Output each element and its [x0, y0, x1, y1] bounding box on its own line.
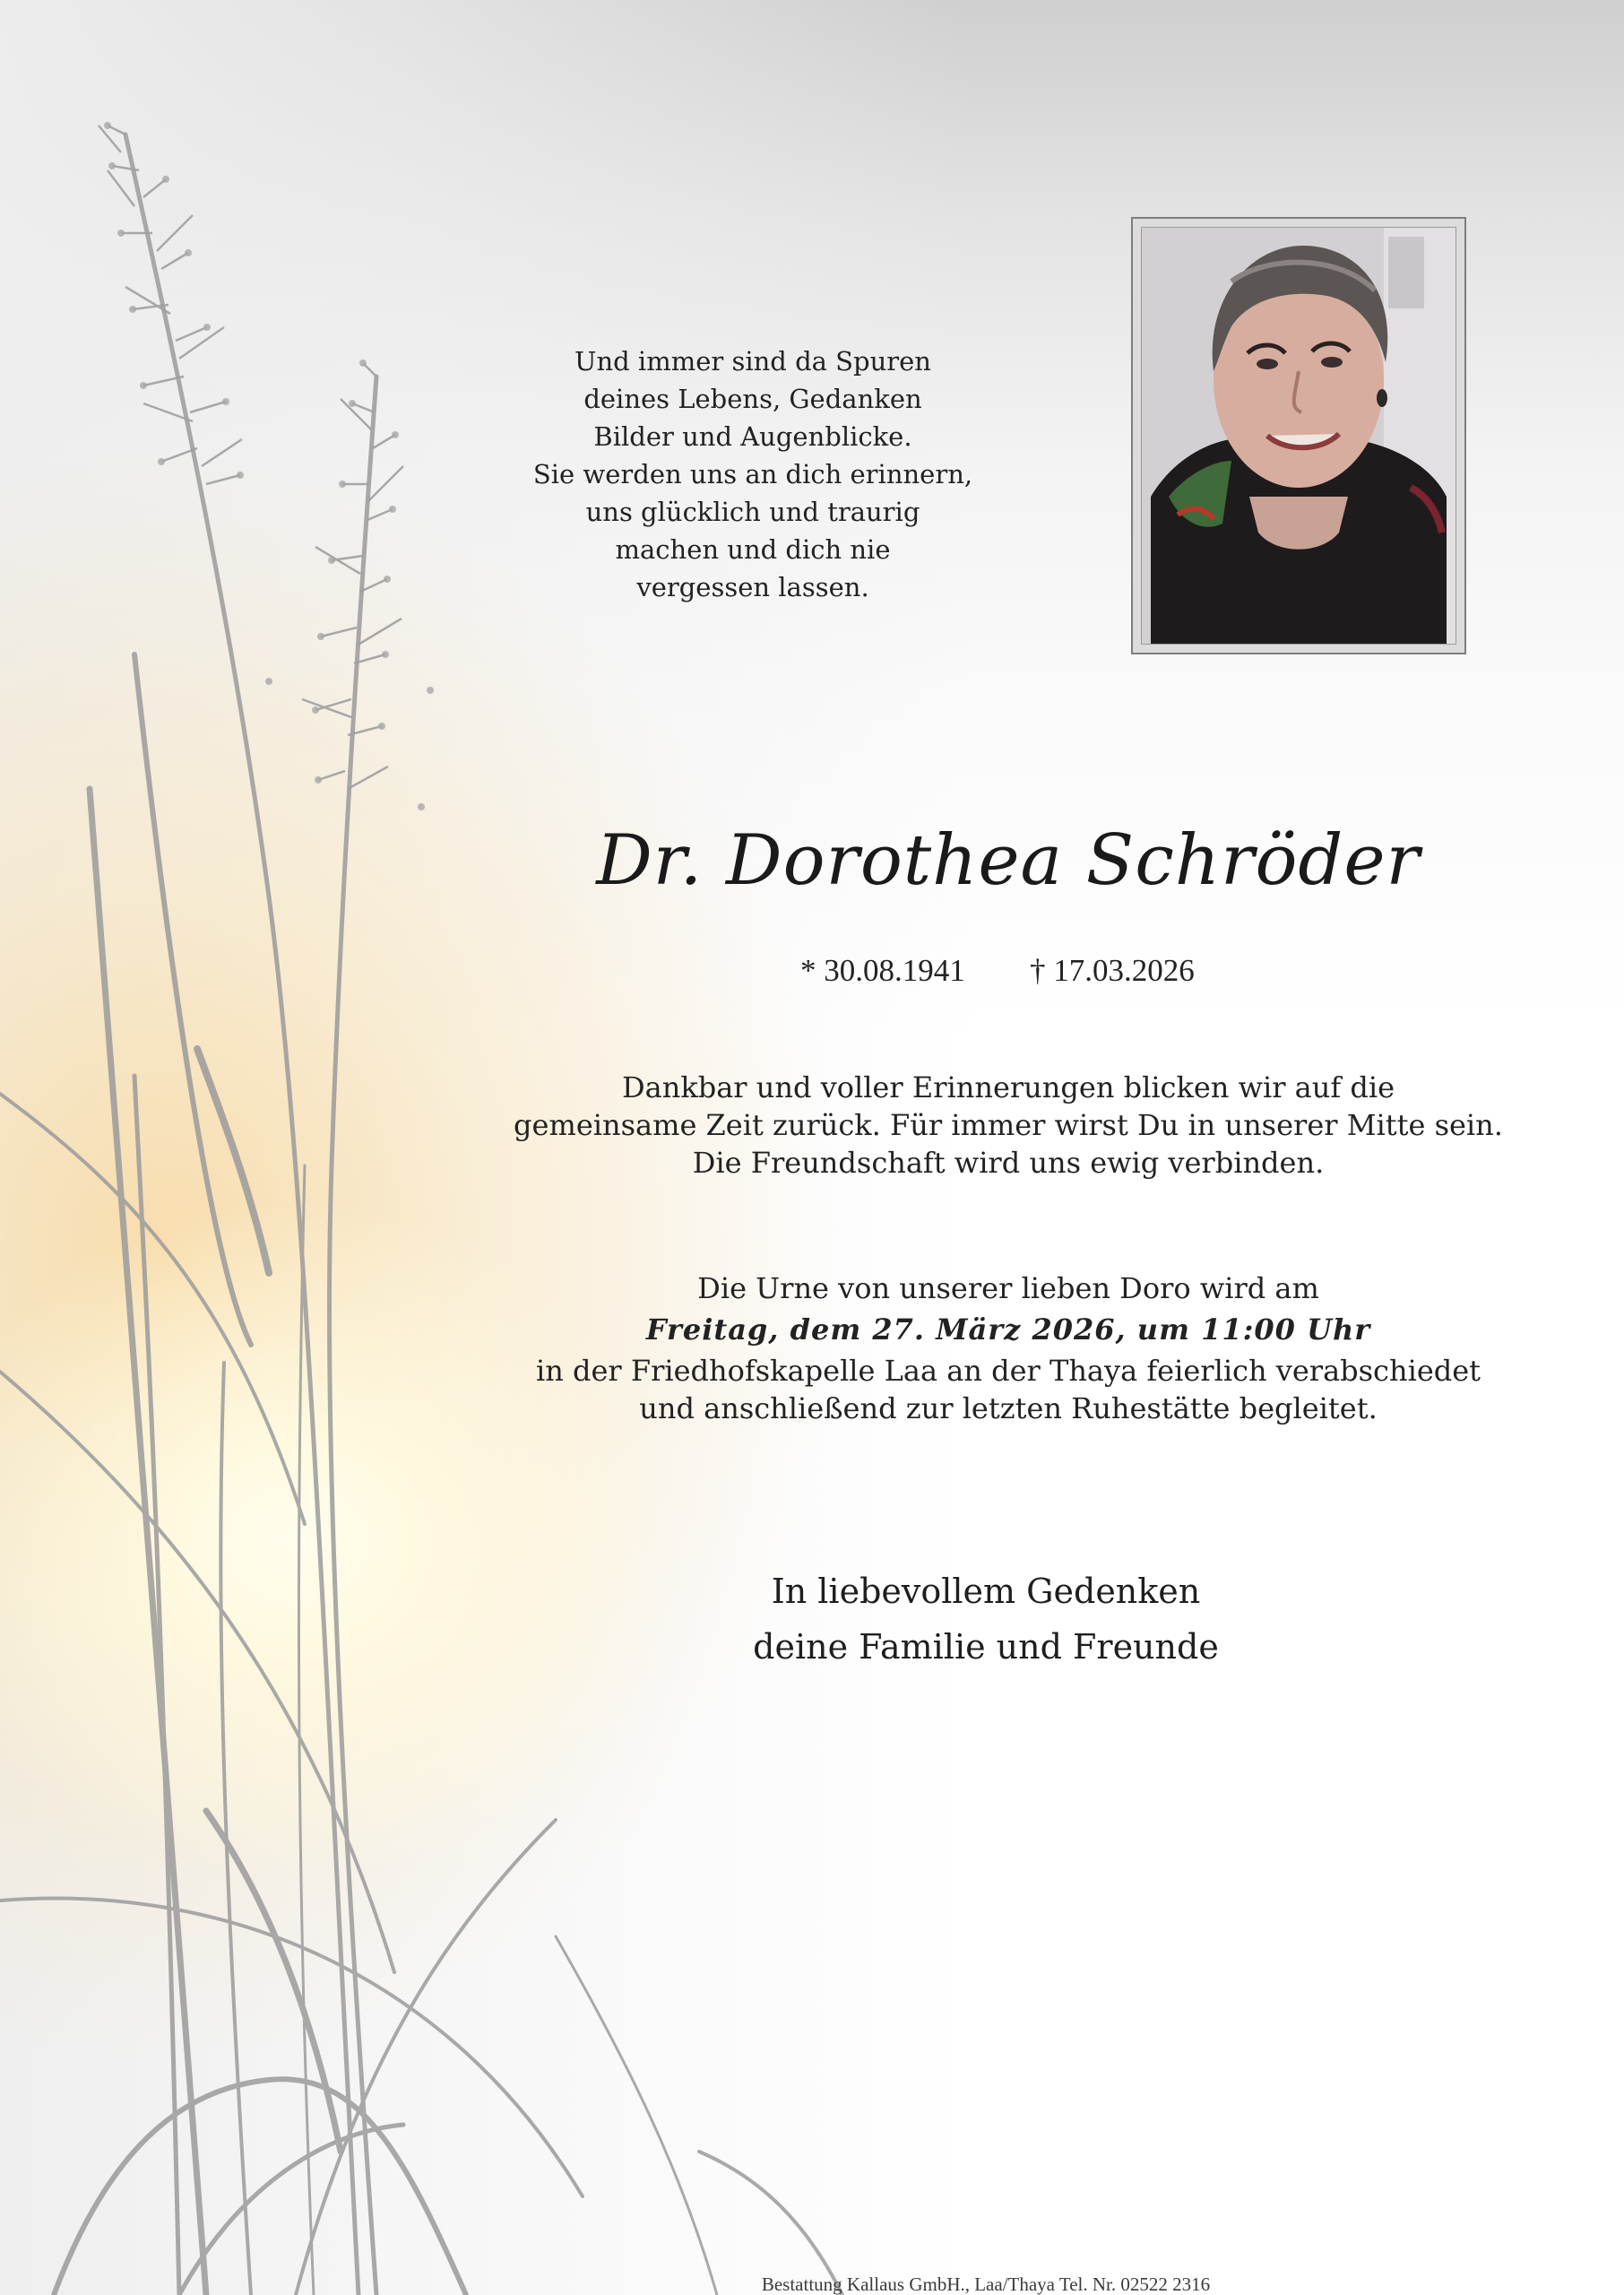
message-line: Die Freundschaft wird uns ewig verbinden.: [692, 1146, 1325, 1180]
birth-date: * 30.08.1941: [800, 953, 965, 988]
ceremony-location: in der Friedhofskapelle Laa an der Thaya feierlich verabschiedet: [535, 1354, 1481, 1388]
closing-signature: [538, 1563, 1434, 1675]
message-line: gemeinsame Zeit zurück. Für immer wirst Du in unserer Mitte sein.: [514, 1108, 1503, 1142]
ceremony-datetime: Freitag, dem 27. März 2026, um 11:00 Uhr: [645, 1312, 1371, 1347]
quote-line: machen und dich nie: [615, 534, 891, 565]
gratitude-message: [484, 1069, 1533, 1182]
ceremony-intro: Die Urne von unserer lieben Doro wird am: [697, 1271, 1319, 1305]
quote-line: Und immer sind da Spuren: [574, 346, 931, 377]
funeral-home-footer: Bestattung Kallaus GmbH., Laa/Thaya Tel. Nr. 02522 2316: [761, 2273, 1211, 2295]
quote-line: Bilder und Augenblicke.: [593, 421, 912, 452]
memorial-quote: [520, 342, 986, 606]
closing-line-1: In liebevollem Gedenken: [771, 1572, 1201, 1611]
deceased-name: Dr. Dorothea Schröder: [596, 820, 1421, 901]
quote-line: vergessen lassen.: [636, 572, 869, 602]
ceremony-burial: und anschließend zur letzten Ruhestätte begleitet.: [639, 1391, 1378, 1425]
life-dates: [0, 953, 1624, 992]
closing-line-2: deine Familie und Freunde: [753, 1627, 1219, 1667]
quote-line: deines Lebens, Gedanken: [583, 384, 922, 414]
message-line: Dankbar und voller Erinnerungen blicken wir auf die: [621, 1070, 1395, 1104]
quote-line: uns glücklich und traurig: [585, 497, 920, 527]
portrait-photo: [1141, 227, 1456, 645]
death-date: † 17.03.2026: [1030, 953, 1195, 988]
ceremony-announcement: [484, 1269, 1533, 1427]
portrait-frame: [1131, 217, 1466, 654]
quote-line: Sie werden uns an dich erinnern,: [532, 459, 973, 489]
